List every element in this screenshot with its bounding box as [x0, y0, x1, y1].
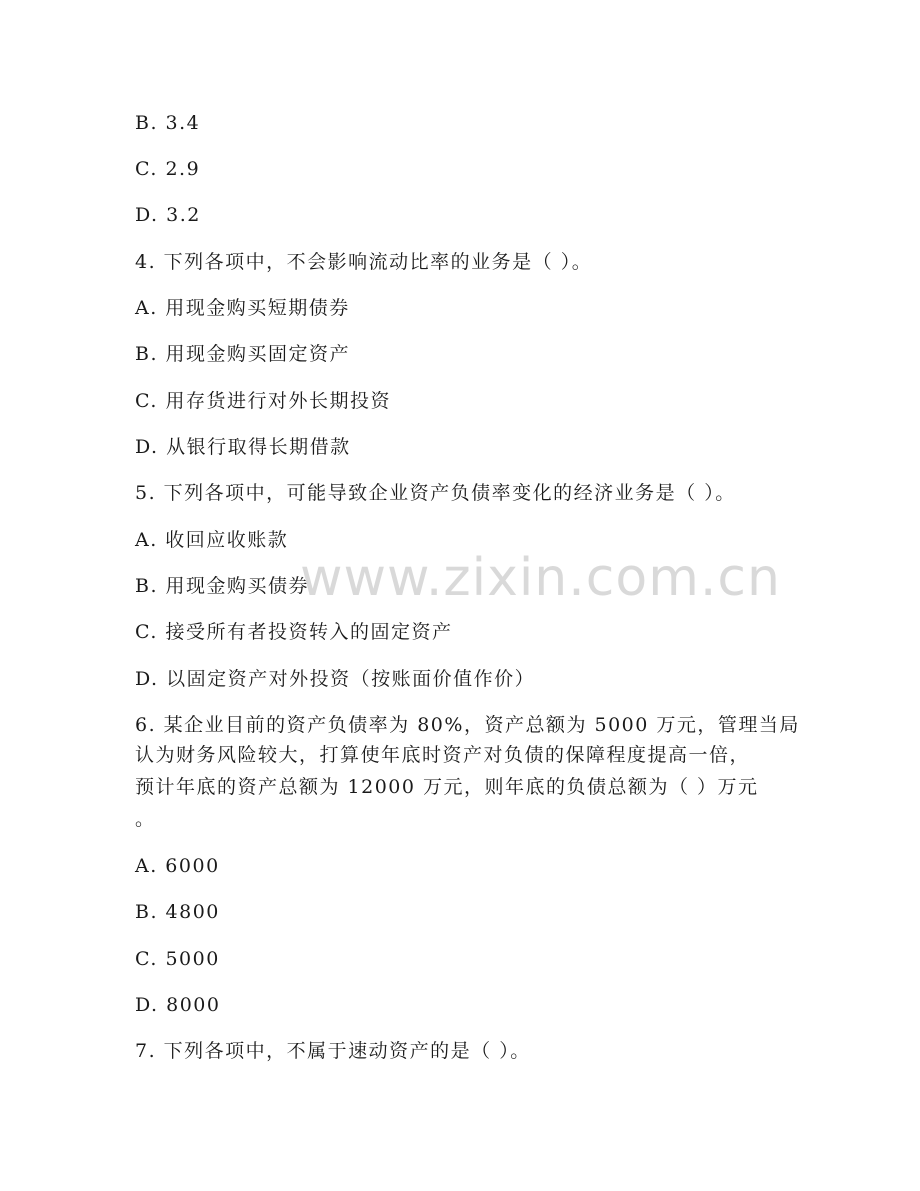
question-4: 4. 下列各项中，不会影响流动比率的业务是（ ）。: [135, 251, 593, 273]
option-a-q6: A. 6000: [135, 855, 220, 877]
option-c-q5: C. 接受所有者投资转入的固定资产: [135, 621, 453, 643]
question-6-line-2: 认为财务风险较大，打算使年底时资产对负债的保障程度提高一倍，: [135, 744, 751, 766]
option-b-q5: B. 用现金购买债券: [135, 575, 310, 597]
question-6-line-3: 预计年底的资产总额为 12000 万元，则年底的负债总额为（ ）万元: [135, 776, 759, 798]
option-c-q4: C. 用存货进行对外长期投资: [135, 390, 391, 412]
option-c-q3: C. 2.9: [135, 158, 201, 180]
question-6-line-1: 6. 某企业目前的资产负债率为 80%，资产总额为 5000 万元，管理当局: [135, 714, 800, 736]
question-5: 5. 下列各项中，可能导致企业资产负债率变化的经济业务是（ ）。: [135, 482, 736, 504]
question-7: 7. 下列各项中，不属于速动资产的是（ ）。: [135, 1040, 531, 1062]
option-c-q6: C. 5000: [135, 948, 220, 970]
option-d-q3: D. 3.2: [135, 204, 201, 226]
option-d-q4: D. 从银行取得长期借款: [135, 436, 351, 458]
option-b-q3: B. 3.4: [135, 112, 201, 134]
option-b-q4: B. 用现金购买固定资产: [135, 343, 351, 365]
option-b-q6: B. 4800: [135, 901, 220, 923]
question-6-line-4: 。: [135, 808, 156, 830]
watermark-text: www.zixin.com.cn: [300, 548, 781, 608]
option-a-q5: A. 收回应收账款: [135, 529, 289, 551]
option-d-q6: D. 8000: [135, 994, 221, 1016]
option-a-q4: A. 用现金购买短期债券: [135, 297, 350, 319]
option-d-q5: D. 以固定资产对外投资（按账面价值作价）: [135, 668, 536, 690]
